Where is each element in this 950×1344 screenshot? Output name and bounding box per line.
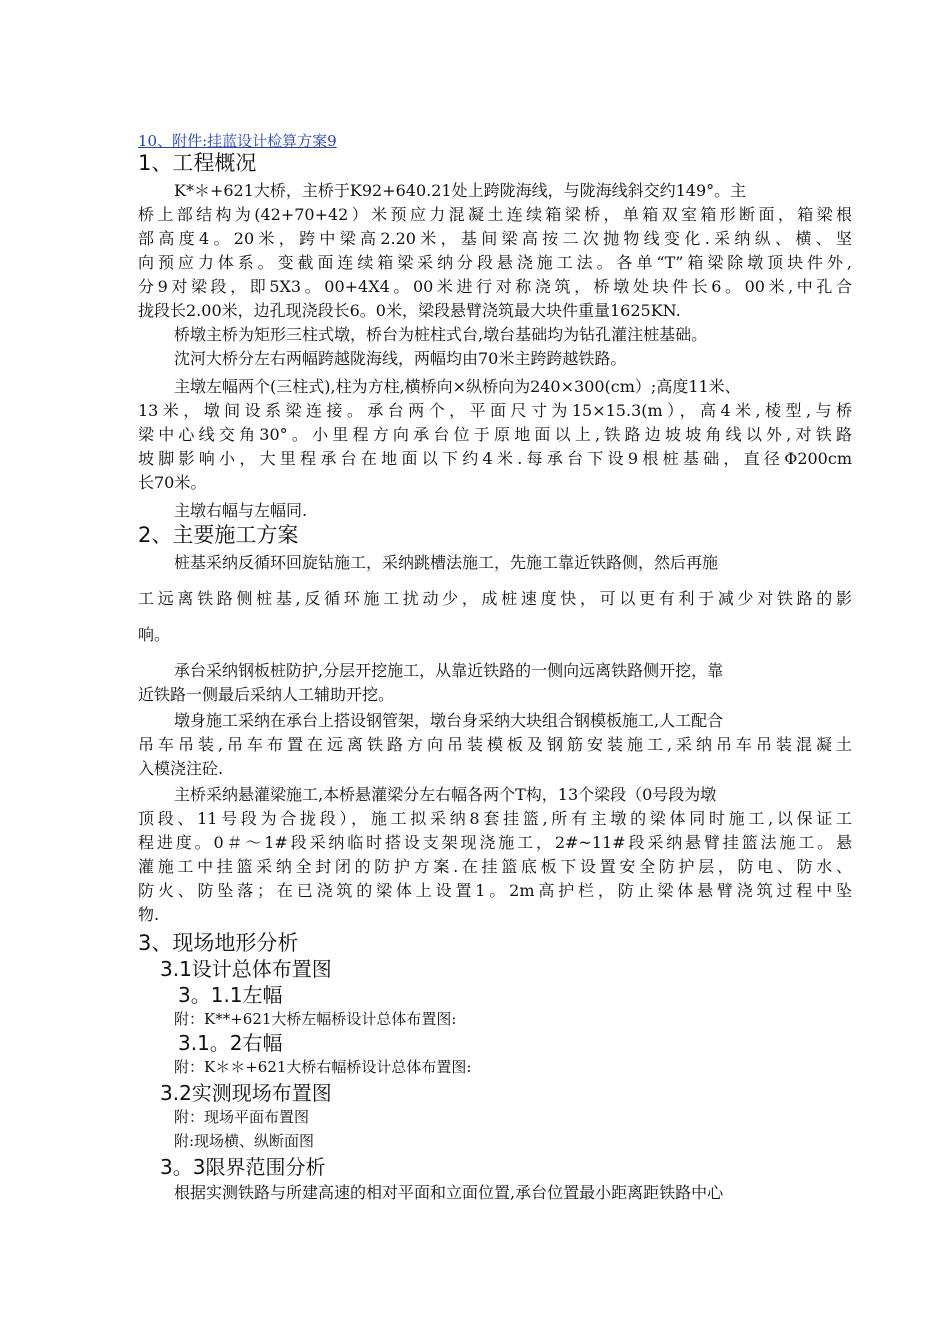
para-7-line-2: 近铁路一侧最后采纳人工辅助开挖。	[138, 685, 395, 704]
para-8-line-3: 入模浇注砼.	[138, 759, 224, 778]
para-9-line-6: 物.	[138, 905, 160, 924]
para-1-line-2: 桥上部结构为(42+70+42）米预应力混凝土连续箱梁桥，单箱双室箱形断面，箱梁根	[138, 205, 852, 224]
para-4-line-1: 主墩左幅两个(三柱式),柱为方柱,横桥向×纵桥向为240×300(cm）;高度11米、	[174, 377, 741, 396]
para-4-line-4: 坡脚影响小，大里程承台在地面以下约4米.每承台下设9根桩基础，直径Φ200cm	[138, 449, 852, 468]
para-1-line-6: 拢段长2.00米，边孔现浇段长6。0米，梁段悬臂浇筑最大块件重量1625KN.	[138, 301, 681, 320]
para-5: 主墩右幅与左幅同.	[174, 501, 308, 520]
section-3-2-heading: 3.2实测现场布置图	[160, 1081, 332, 1105]
para-8-line-1: 墩身施工采纳在承台上搭设钢管架，墩台身采纳大块组合钢模板施工,人工配合	[174, 711, 724, 730]
attachment-site-sections: 附:现场横、纵断面图	[174, 1132, 315, 1150]
para-9-line-1: 主桥采纳悬灌梁施工,本桥悬灌梁分左右幅各两个T构，13个梁段（0号段为墩	[174, 785, 717, 804]
para-1-line-5: 分9对梁段，即5X3。00+4X4。00米进行对称浇筑，桥墩处块件长6。00米,中孔合	[138, 277, 852, 296]
para-6-line-3: 响。	[138, 625, 171, 644]
section-3-heading: 3、现场地形分析	[138, 931, 299, 955]
para-1-line-1: K*＊+621大桥，主桥于K92+640.21处上跨陇海线，与陇海线斜交约149°。主	[174, 181, 747, 200]
para-4-line-5: 长70米。	[138, 473, 207, 492]
toc-link-appendix-10[interactable]: 10、附件:挂蓝设计检算方案9	[138, 132, 337, 150]
section-3-1-heading: 3.1设计总体布置图	[160, 957, 332, 981]
para-3: 沈河大桥分左右两幅跨越陇海线，两幅均由70米主跨跨越铁路。	[174, 349, 627, 368]
section-3-1-2-heading: 3.1。2右幅	[178, 1031, 283, 1055]
para-6-line-2: 工远离铁路侧桩基,反循环施工扰动少，成桩速度快，可以更有利于减少对铁路的影	[138, 589, 852, 608]
section-3-1-1-heading: 3。1.1左幅	[178, 983, 283, 1007]
para-6-line-1: 桩基采纳反循环回旋钻施工，采纳跳槽法施工，先施工靠近铁路侧，然后再施	[174, 553, 719, 572]
attachment-right-layout: 附：K＊＊+621大桥右幅桥设计总体布置图:	[174, 1058, 472, 1076]
para-8-line-2: 吊车吊装,吊车布置在远离铁路方向吊装模板及钢筋安装施工,采纳吊车吊装混凝土	[138, 735, 852, 754]
para-4-line-2: 13米，墩间设系梁连接。承台两个，平面尺寸为15×15.3(m），高4米,棱型,与桥	[138, 401, 852, 420]
para-9-line-2: 顶段、11号段为合拢段），施工拟采纳8套挂篮,所有主墩的梁体同时施工,以保证工	[138, 809, 852, 828]
para-9-line-3: 程进度。0＃～1#段采纳临时搭设支架现浇施工，2#~11#段采纳悬臂挂篮法施工。悬	[138, 833, 852, 852]
section-1-heading: 1、工程概况	[138, 151, 257, 175]
para-4-line-3: 梁中心线交角30°。小里程方向承台位于原地面以上,铁路边坡坡角线以外,对铁路	[138, 425, 852, 444]
section-3-3-heading: 3。3限界范围分析	[160, 1155, 326, 1179]
para-7-line-1: 承台采纳钢板桩防护,分层开挖施工，从靠近铁路的一侧向远离铁路侧开挖，靠	[174, 661, 724, 680]
para-1-line-4: 向预应力体系。变截面连续箱梁采纳分段悬浇施工法。各单“T”箱梁除墩顶块件外,	[138, 253, 852, 272]
attachment-left-layout: 附：K**+621大桥左幅桥设计总体布置图:	[174, 1010, 457, 1028]
para-1-line-3: 部高度4。20米，跨中梁高2.20米，基间梁高按二次抛物线变化.采纳纵、横、坚	[138, 229, 852, 248]
para-10: 根据实测铁路与所建高速的相对平面和立面位置,承台位置最小距离距铁路中心	[174, 1183, 724, 1202]
para-2: 桥墩主桥为矩形三柱式墩，桥台为桩柱式台,墩台基础均为钻孔灌注桩基础。	[174, 325, 708, 344]
attachment-site-plan: 附：现场平面布置图	[174, 1108, 310, 1126]
section-2-heading: 2、主要施工方案	[138, 523, 299, 547]
para-9-line-4: 灌施工中挂篮采纳全封闭的防护方案.在挂篮底板下设置安全防护层，防电、防水、	[138, 857, 852, 876]
para-9-line-5: 防火、防坠落；在已浇筑的梁体上设置1。2m高护栏，防止梁体悬臂浇筑过程中坠	[138, 881, 852, 900]
